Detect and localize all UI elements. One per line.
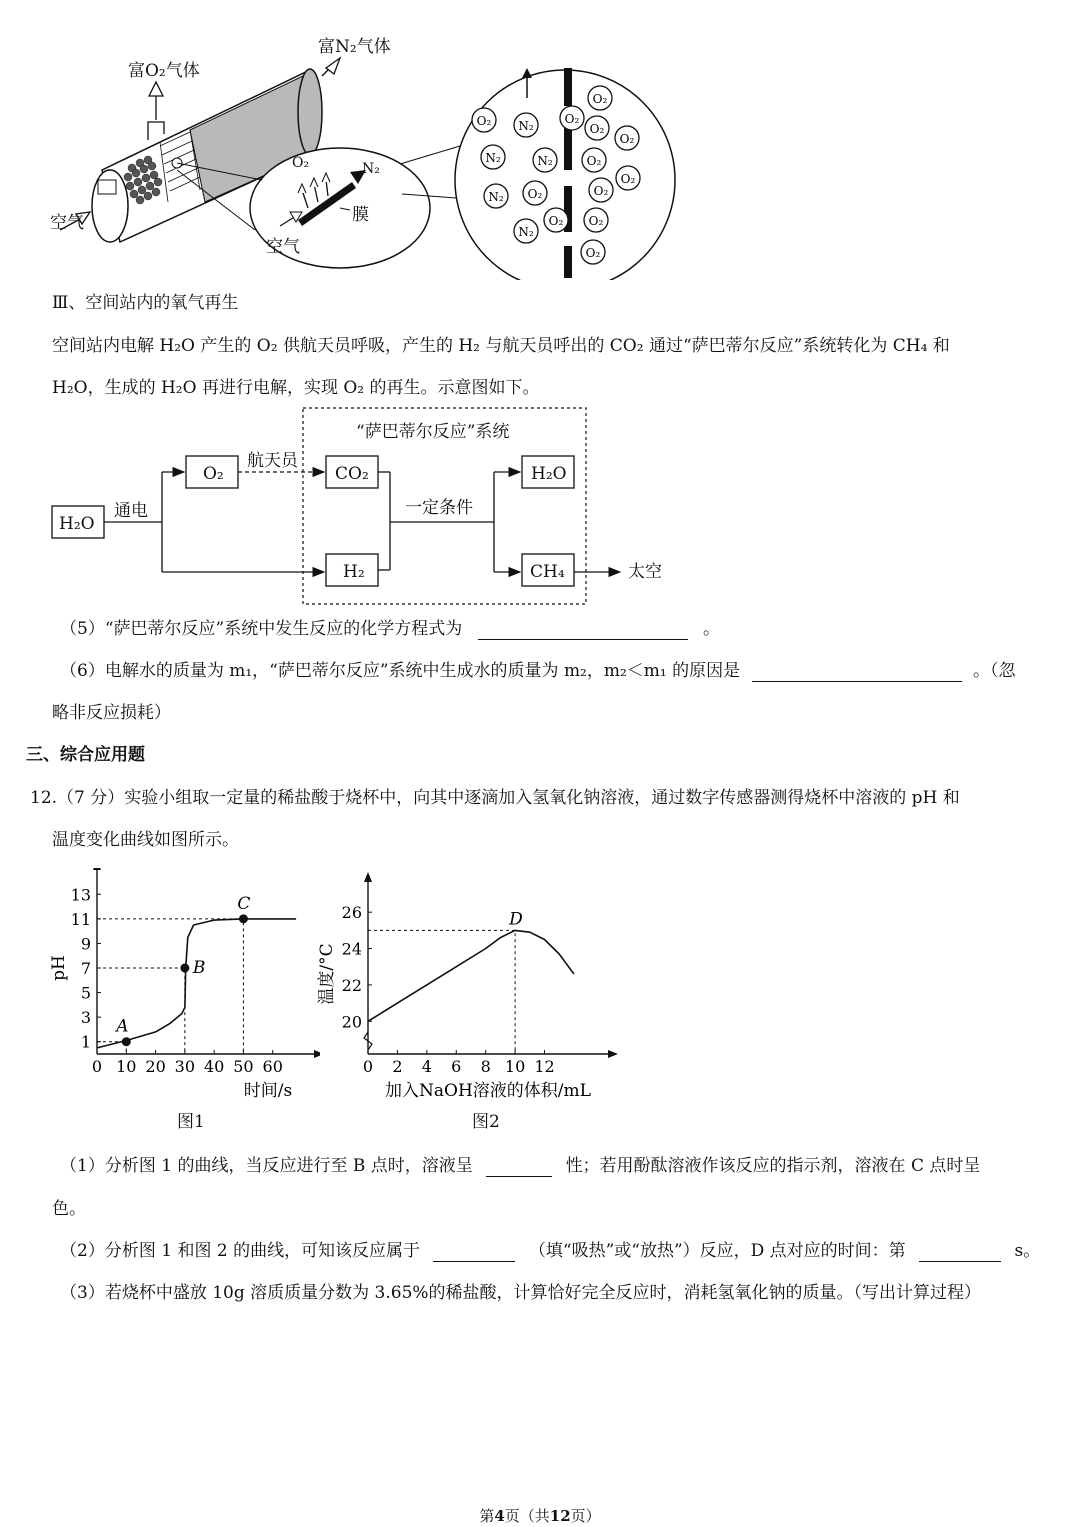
y-tick-label: 22	[341, 975, 362, 995]
x-tick-label: 10	[504, 1057, 526, 1076]
left-molecule	[523, 181, 547, 205]
left-molecule	[514, 219, 538, 243]
x-tick-label: 0	[91, 1057, 103, 1076]
q12-line1: 12.（7 分）实验小组取一定量的稀盐酸于烧杯中，向其中逐滴加入氢氧化钠溶液，通过数字传感器测得烧杯中溶液的 pH 和	[30, 788, 960, 808]
answer-blank-q5[interactable]	[478, 621, 688, 640]
label-n2-rich: 富N₂气体	[318, 37, 391, 57]
y-axis-label: pH	[49, 955, 69, 981]
flow-h2o-in: H₂O	[59, 514, 95, 534]
flow-condition: 一定条件	[405, 498, 473, 518]
flow-h2o-out: H₂O	[531, 464, 567, 484]
page-footer: 第4页（共12页）	[479, 1507, 601, 1525]
left-molecule	[514, 113, 538, 137]
right-molecule	[616, 166, 640, 190]
page-total: 12	[549, 1507, 571, 1525]
left-molecule-label: N₂	[537, 154, 553, 168]
left-molecule-label: O₂	[548, 214, 564, 228]
label-air-left: 空气	[50, 213, 84, 233]
right-molecule	[589, 178, 613, 202]
point-label-D: D	[509, 909, 523, 930]
right-molecule	[585, 116, 609, 140]
left-molecule	[533, 148, 557, 172]
right-molecule-label: O₂	[619, 132, 635, 146]
left-molecule-label: O₂	[527, 187, 543, 201]
flow-co2: CO₂	[335, 464, 369, 484]
point-label-B: B	[192, 958, 206, 978]
question-6-line2: 略非反应损耗）	[52, 703, 171, 723]
left-molecule	[481, 145, 505, 169]
section-heading: Ⅲ、空间站内的氧气再生	[52, 293, 239, 313]
right-molecule-label: O₂	[592, 92, 608, 106]
x-tick-label: 30	[174, 1057, 196, 1076]
chart-temperature	[310, 868, 620, 1108]
answer-blank-sub1-a[interactable]	[486, 1158, 552, 1177]
right-molecule-label: O₂	[620, 172, 636, 186]
data-point-C	[239, 914, 248, 923]
label-o2-rich: 富O₂气体	[128, 61, 200, 81]
right-molecule-label: O₂	[586, 154, 602, 168]
q12-sub1: （1）分析图 1 的曲线，当反应进行至 B 点时，溶液呈 性；若用酚酞溶液作该反应的指示剂，溶液在 C 点时呈	[60, 1156, 981, 1176]
guide-line	[97, 968, 185, 1054]
part3-heading: 三、综合应用题	[26, 745, 145, 765]
x-tick-label: 40	[203, 1057, 225, 1076]
label-n2-inset: N₂	[362, 161, 380, 177]
y-tick-label: 5	[80, 983, 91, 1003]
answer-blank-sub2-b[interactable]	[919, 1243, 1001, 1262]
right-molecule-label: O₂	[593, 184, 609, 198]
x-tick-label: 12	[534, 1057, 555, 1076]
left-molecule	[472, 108, 496, 132]
x-axis-label: 加入NaOH溶液的体积/mL	[385, 1081, 591, 1101]
question-6: （6）电解水的质量为 m₁，“萨巴蒂尔反应”系统中生成水的质量为 m₂，m₂＜m₁ 的原因是 。（忽	[60, 661, 1016, 681]
flow-astronaut: 航天员	[247, 451, 298, 471]
x-tick-label: 50	[233, 1057, 254, 1076]
right-molecule-label: O₂	[588, 214, 604, 228]
flow-ch4: CH₄	[530, 562, 565, 582]
x-tick-label: 2	[392, 1057, 403, 1076]
y-tick-label: 3	[80, 1008, 91, 1028]
left-molecule-label: N₂	[485, 151, 501, 165]
right-molecule-label: O₂	[564, 112, 580, 126]
x-tick-label: 10	[116, 1057, 137, 1076]
series-line	[368, 930, 574, 1021]
point-label-A: A	[116, 1016, 129, 1037]
x-tick-label: 0	[362, 1057, 374, 1076]
x-axis-arrow	[608, 1050, 618, 1058]
right-molecule	[581, 240, 605, 264]
x-axis-label: 时间/s	[243, 1081, 293, 1101]
y-tick-label: 26	[341, 903, 362, 923]
y-axis-arrow	[364, 872, 372, 882]
right-molecule-label: O₂	[589, 122, 605, 136]
right-molecule	[584, 208, 608, 232]
y-tick-label: 7	[80, 959, 91, 978]
section-para-line1: 空间站内电解 H₂O 产生的 O₂ 供航天员呼吸，产生的 H₂ 与航天员呼出的 CO₂ 通过“萨巴蒂尔反应”系统转化为 CH₄ 和	[52, 336, 950, 356]
fig1-caption: 图1	[177, 1112, 205, 1132]
x-tick-label: 60	[262, 1057, 283, 1076]
y-axis-label: 温度/°C	[317, 943, 337, 1005]
flow-o2: O₂	[203, 464, 224, 484]
page-number: 4	[494, 1507, 505, 1525]
y-tick-label: 1	[80, 1032, 91, 1052]
q12-sub3: （3）若烧杯中盛放 10g 溶质质量分数为 3.65%的稀盐酸，计算恰好完全反应时，消耗氢氧化钠的质量。（写出计算过程）	[60, 1283, 982, 1303]
q12-sub1-line2: 色。	[52, 1199, 86, 1219]
y-axis-arrow	[93, 868, 101, 870]
question-5: （5）“萨巴蒂尔反应”系统中发生反应的化学方程式为 。	[60, 619, 721, 639]
q12-sub2: （2）分析图 1 和图 2 的曲线，可知该反应属于 （填“吸热”或“放热”）反应，D 点对应的时间：第 s。	[60, 1241, 1041, 1261]
x-tick-label: 6	[451, 1057, 462, 1076]
right-molecule	[560, 106, 584, 130]
left-molecule-label: N₂	[518, 119, 534, 133]
x-tick-label: 20	[145, 1057, 166, 1076]
flow-electrolysis: 通电	[114, 501, 148, 521]
q12-line2: 温度变化曲线如图所示。	[52, 830, 239, 850]
fig2-caption: 图2	[472, 1112, 500, 1132]
left-molecule-label: N₂	[488, 190, 504, 204]
right-molecule	[588, 86, 612, 110]
label-air-inset: 空气	[266, 237, 300, 257]
left-molecule-label: N₂	[518, 225, 534, 239]
x-tick-label: 4	[421, 1057, 432, 1076]
right-molecule	[615, 126, 639, 150]
y-tick-label: 11	[70, 909, 91, 929]
label-membrane: 膜	[352, 205, 369, 225]
point-label-C: C	[237, 893, 251, 914]
y-tick-label: 13	[70, 885, 91, 905]
y-tick-label: 20	[341, 1012, 362, 1032]
x-tick-label: 8	[480, 1057, 491, 1076]
label-o2-inset: O₂	[292, 155, 310, 171]
y-tick-label: 9	[80, 934, 91, 954]
flow-system-label: “萨巴蒂尔反应”系统	[356, 422, 510, 442]
answer-blank-sub2-a[interactable]	[433, 1243, 515, 1262]
left-molecule	[484, 184, 508, 208]
flow-h2: H₂	[343, 562, 365, 582]
data-point-A	[122, 1037, 131, 1046]
right-molecule	[582, 148, 606, 172]
guide-line	[368, 930, 515, 1054]
left-molecule	[544, 208, 568, 232]
left-molecule-label: O₂	[476, 114, 492, 128]
chart-ph	[40, 868, 320, 1108]
data-point-B	[180, 964, 189, 973]
right-molecule-label: O₂	[585, 246, 601, 260]
section-para-line2: H₂O，生成的 H₂O 再进行电解，实现 O₂ 的再生。示意图如下。	[52, 378, 540, 398]
answer-blank-q6[interactable]	[752, 663, 962, 682]
flow-space: 太空	[628, 562, 662, 582]
y-tick-label: 24	[341, 939, 362, 959]
